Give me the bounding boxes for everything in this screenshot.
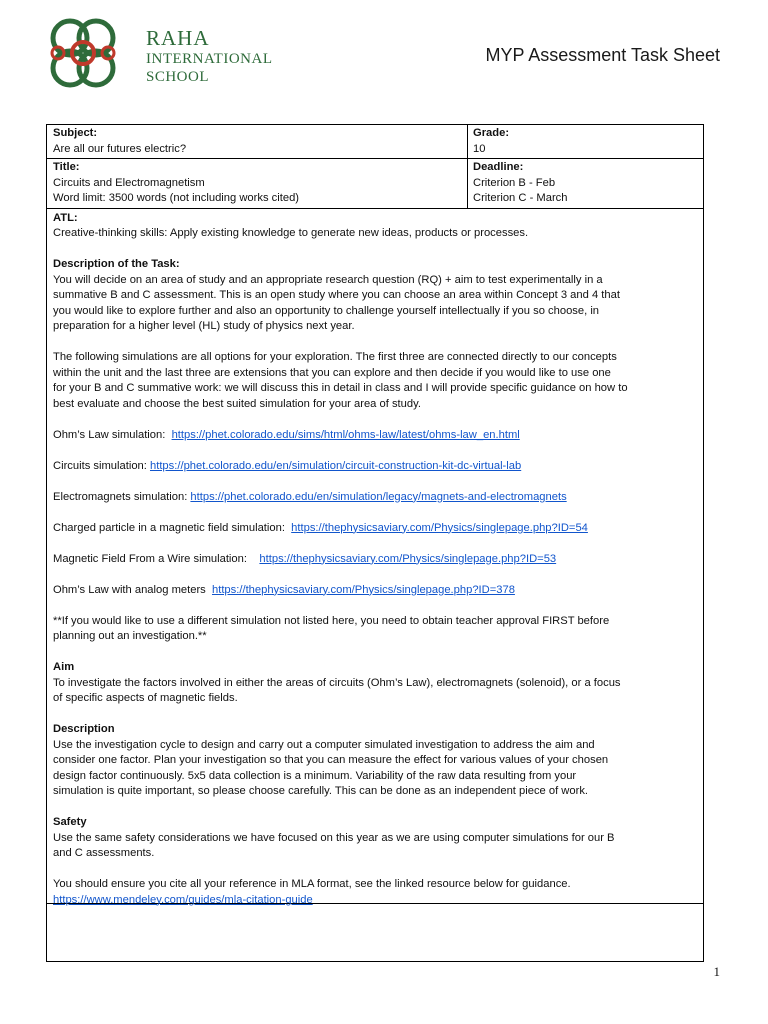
task-description-line: You will decide on an area of study and an appropriate research question (RQ) + aim to test experimentally in a: [53, 273, 603, 286]
grade-value: 10: [473, 142, 486, 155]
title-row: [47, 159, 703, 209]
sim-ohms-law-analog: [53, 583, 697, 599]
sim-electromagnets-link[interactable]: https://phet.colorado.edu/en/simulation/legacy/magnets-and-electromagnets: [190, 490, 567, 503]
school-logo: [50, 18, 290, 94]
subject-row: [47, 125, 703, 159]
document-title: MYP Assessment Task Sheet: [485, 45, 720, 65]
school-name-line3: SCHOOL: [146, 69, 210, 85]
description-line: simulation is quite important, so please choose carefully. This can be done as an independent piece of work.: [53, 785, 589, 797]
task-description-line: preparation for a higher level (HL) study of physics next year.: [53, 320, 355, 332]
sim-charged-particle-label: Charged particle in a magnetic field simulation:: [53, 521, 292, 534]
task-description-heading: Description of the Task:: [53, 258, 180, 270]
sim-circuits: [53, 459, 697, 475]
aim-line: of specific aspects of magnetic fields.: [53, 692, 238, 704]
simulations-intro-line: within the unit and the last three are extensions that you can explore and then decide if you would like to use one: [53, 366, 611, 379]
sim-ohms-law: [53, 428, 697, 444]
word-limit: Word limit: 3500 words (not including works cited): [53, 192, 300, 204]
task-description-line: you would like to explore further and also an opportunity to challenge yourself intellectually if you so choose, in: [53, 304, 600, 317]
task-description-line: summative B and C assessment. This is an open study where you can choose an area within Concept 3 and 4 that: [53, 289, 620, 301]
simulations-intro-line: for your B and C summative work: we will discuss this in detail in class and I will provide specific guidance on how to: [53, 382, 628, 394]
sim-electromagnets: [53, 490, 697, 506]
description-line: Use the investigation cycle to design and carry out a computer simulated investigation to address the aim and: [53, 738, 595, 751]
mla-citation-link[interactable]: https://www.mendeley.com/guides/mla-citation-guide: [53, 893, 313, 906]
sim-ohms-law-label: Ohm’s Law simulation:: [53, 428, 172, 441]
simulations-intro-line: The following simulations are all options for your exploration. The first three are connected directly to our concepts: [53, 351, 617, 363]
school-name-line2: INTERNATIONAL: [146, 51, 273, 67]
sim-ohms-law-link[interactable]: https://phet.colorado.edu/sims/html/ohms-law/latest/ohms-law_en.html: [171, 428, 520, 441]
aim-heading: Aim: [53, 661, 75, 673]
sim-ohms-law-analog-link[interactable]: https://thephysicsaviary.com/Physics/singlepage.php?ID=378: [211, 583, 515, 596]
sim-circuits-label: Circuits simulation:: [53, 459, 150, 472]
deadline-criterion-b: Criterion B - Feb: [473, 176, 556, 189]
title-label: Title:: [53, 161, 80, 173]
simulations-intro-line: best evaluate and choose the best suited simulation for your area of study.: [53, 397, 421, 410]
atl-heading: ATL:: [53, 211, 78, 224]
sim-electromagnets-label: Electromagnets simulation:: [53, 490, 191, 503]
sim-magnetic-field-wire: [53, 552, 697, 568]
deadline-label: Deadline:: [473, 161, 524, 173]
safety-line: Use the same safety considerations we have focused on this year as we are using computer simulations for our B: [53, 831, 615, 844]
teacher-approval-note: planning out an investigation.**: [53, 630, 207, 642]
deadline-cell: [468, 159, 703, 208]
title-cell: [47, 159, 468, 208]
description-line: design factor continuously. 5x5 data collection is a minimum. Variability of the raw data resulting from your: [53, 769, 577, 782]
aim-line: To investigate the factors involved in either the areas of circuits (Ohm’s Law), electromagnets (solenoid), or a focus: [53, 676, 621, 689]
subject-cell: [47, 125, 468, 158]
teacher-approval-note: **If you would like to use a different simulation not listed here, you need to obtain teacher approval FIRST before: [53, 614, 610, 627]
safety-heading: Safety: [53, 816, 87, 828]
grade-cell: [468, 125, 703, 158]
page-number: 1: [713, 964, 720, 979]
mla-citation-text: You should ensure you cite all your reference in MLA format, see the linked resource below for guidance.: [53, 878, 571, 890]
sim-charged-particle-link[interactable]: https://thephysicsaviary.com/Physics/singlepage.php?ID=54: [291, 521, 588, 534]
sim-ohms-law-analog-label: Ohm’s Law with analog meters: [53, 583, 212, 596]
safety-line: and C assessments.: [53, 847, 155, 859]
grade-label: Grade:: [473, 127, 510, 139]
sim-circuits-link[interactable]: https://phet.colorado.edu/en/simulation/circuit-construction-kit-dc-virtual-lab: [149, 459, 522, 472]
logo-circles-icon: [50, 18, 146, 94]
description-heading: Description: [53, 723, 115, 735]
subject-value: Are all our futures electric?: [53, 142, 187, 155]
subject-label: Subject:: [53, 127, 98, 139]
description-line: consider one factor. Plan your investigation so that you can measure the effect for various values of your chosen: [53, 754, 609, 766]
sim-magnetic-field-wire-link[interactable]: https://thephysicsaviary.com/Physics/singlepage.php?ID=53: [259, 552, 557, 565]
school-name: [146, 28, 272, 85]
title-value: Circuits and Electromagnetism: [53, 176, 205, 189]
sim-magnetic-field-wire-label: Magnetic Field From a Wire simulation:: [53, 552, 260, 565]
sim-charged-particle: [53, 521, 697, 537]
deadline-criterion-c: Criterion C - March: [473, 192, 568, 204]
task-description-cell: [47, 209, 703, 904]
task-sheet-table: [46, 124, 704, 962]
atl-text: Creative-thinking skills: Apply existing knowledge to generate new ideas, products or processes.: [53, 227, 529, 239]
school-name-line1: RAHA: [146, 26, 210, 50]
